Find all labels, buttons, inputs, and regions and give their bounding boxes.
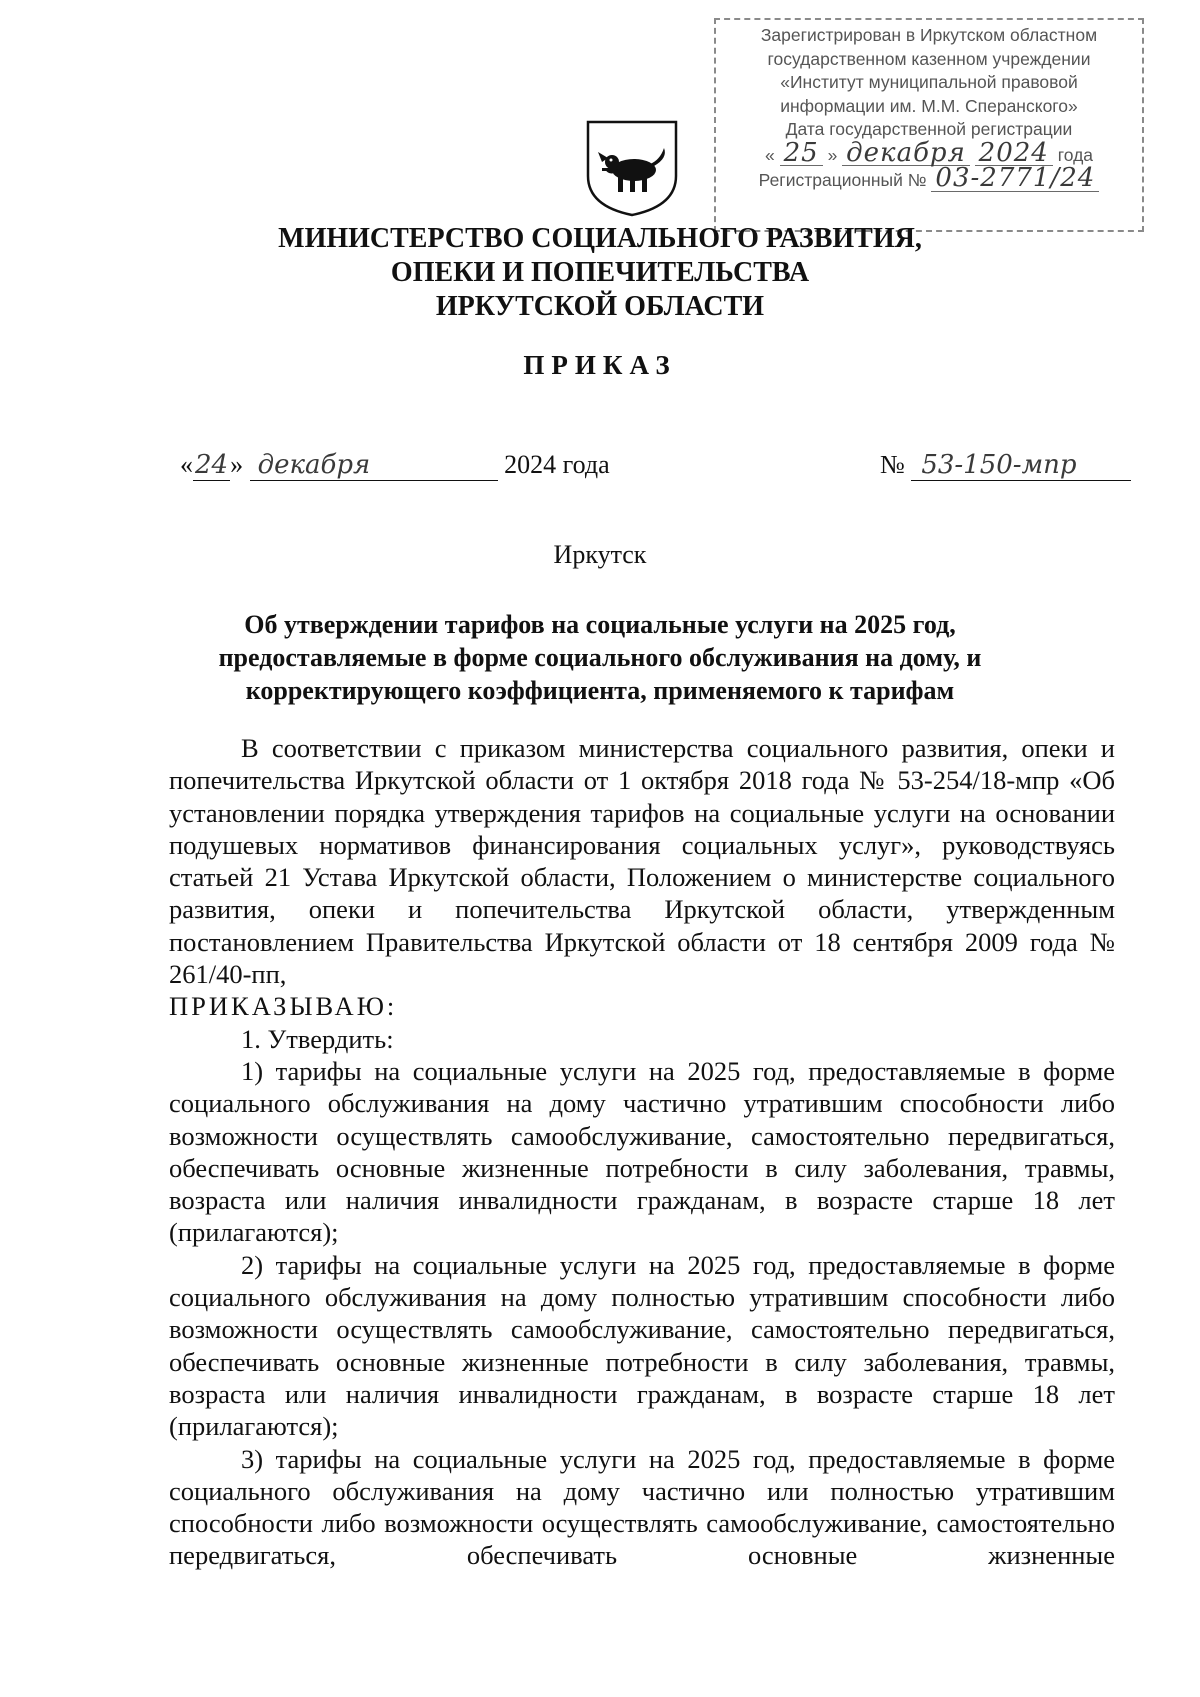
stamp-date-year: 2024 <box>975 142 1053 167</box>
subject-line-3: корректирующего коэффициента, применяемого к тарифам <box>245 676 955 705</box>
order-subject <box>150 608 1050 707</box>
date-month: декабря <box>250 450 498 481</box>
preamble-paragraph: В соответствии с приказом министерства социального развития, опеки и попечительства Иркутской области от 1 октября 2018 года № 53-254/18-мпр «Об установлении порядка утверждения тарифов на социальные услуги на основании подушевых нормативов финансирования социальных услуг», руководствуясь статьей 21 Устава Иркутской области, Положением о министерстве социального развития, опеки и попечительства Иркутской области, утвержденным постановлением Правительства Иркутской области от 18 сентября 2009 года № 261/40-пп, <box>169 733 1115 990</box>
stamp-date-day: 25 <box>780 142 823 167</box>
subject-line-1: Об утверждении тарифов на социальные услуги на 2025 год, <box>244 610 956 639</box>
ministry-line-2: ОПЕКИ И ПОПЕЧИТЕЛЬСТВА <box>390 257 810 288</box>
stamp-line-2: государственном казенном учреждении <box>767 48 1091 69</box>
date-open-quote: « <box>180 450 193 479</box>
stamp-line-1: Зарегистрирован в Иркутском областном <box>760 25 1098 45</box>
order-date <box>180 450 610 481</box>
stamp-reg-row <box>716 163 1142 193</box>
date-year: 2024 года <box>504 450 610 479</box>
date-close-quote: » <box>230 450 244 479</box>
stamp-line-4: информации им. М.М. Сперанского» <box>780 95 1078 116</box>
subject-line-2: предоставляемые в форме социального обслуживания на дому, и <box>218 643 982 672</box>
item-1: 1. Утвердить: <box>241 1023 394 1054</box>
ministry-name <box>0 222 1200 324</box>
city: Иркутск <box>553 540 647 569</box>
order-number <box>880 450 1131 481</box>
stamp-reg-label: Регистрационный № <box>758 170 927 190</box>
subitem-2: 2) тарифы на социальные услуги на 2025 год, предоставляемые в форме социального обслуживания на дому полностью утратившим способности либо возможности осуществлять самообслуживание, самостоятельно передвигаться, обеспечивать основные жизненные потребности в силу заболевания, травмы, возраста или наличия инвалидности гражданам, в возрасте старше 18 лет (прилагаются); <box>169 1249 1115 1442</box>
order-body <box>169 732 1115 1572</box>
stamp-date-mid: » <box>827 144 838 165</box>
stamp-date-open: « <box>764 144 775 165</box>
subitem-3: 3) тарифы на социальные услуги на 2025 год, предоставляемые в форме социального обслуживания на дому частично или полностью утратившим способности либо возможности осуществлять самообслуживание, самостоятельно передвигаться, обеспечивать основные жизненные <box>169 1443 1115 1571</box>
registration-stamp <box>714 18 1144 232</box>
stamp-line-3: «Институт муниципальной правовой <box>780 72 1078 92</box>
stamp-date-month: декабря <box>842 142 970 167</box>
stamp-reg-number: 03-2771/24 <box>931 167 1099 192</box>
stamp-line-5: Дата государственной регистрации <box>785 119 1073 139</box>
ministry-line-1: МИНИСТЕРСТВО СОЦИАЛЬНОГО РАЗВИТИЯ, <box>278 223 922 254</box>
coat-of-arms-icon <box>584 118 680 218</box>
number-label: № <box>880 450 905 479</box>
date-day: 24 <box>195 450 229 480</box>
number-value: 53-150-мпр <box>911 450 1131 481</box>
stamp-date-suffix: года <box>1057 144 1094 165</box>
order-word: ПРИКАЗЫВАЮ: <box>169 991 398 1022</box>
subitem-1: 1) тарифы на социальные услуги на 2025 год, предоставляемые в форме социального обслуживания на дому частично утратившим способности либо возможности осуществлять самообслуживание, самостоятельно передвигаться, обеспечивать основные жизненные потребности в силу заболевания, травмы, возраста или наличия инвалидности гражданам, в возрасте старше 18 лет (прилагаются); <box>169 1055 1115 1248</box>
document-type: ПРИКАЗ <box>523 350 677 380</box>
ministry-line-3: ИРКУТСКОЙ ОБЛАСТИ <box>435 291 765 322</box>
